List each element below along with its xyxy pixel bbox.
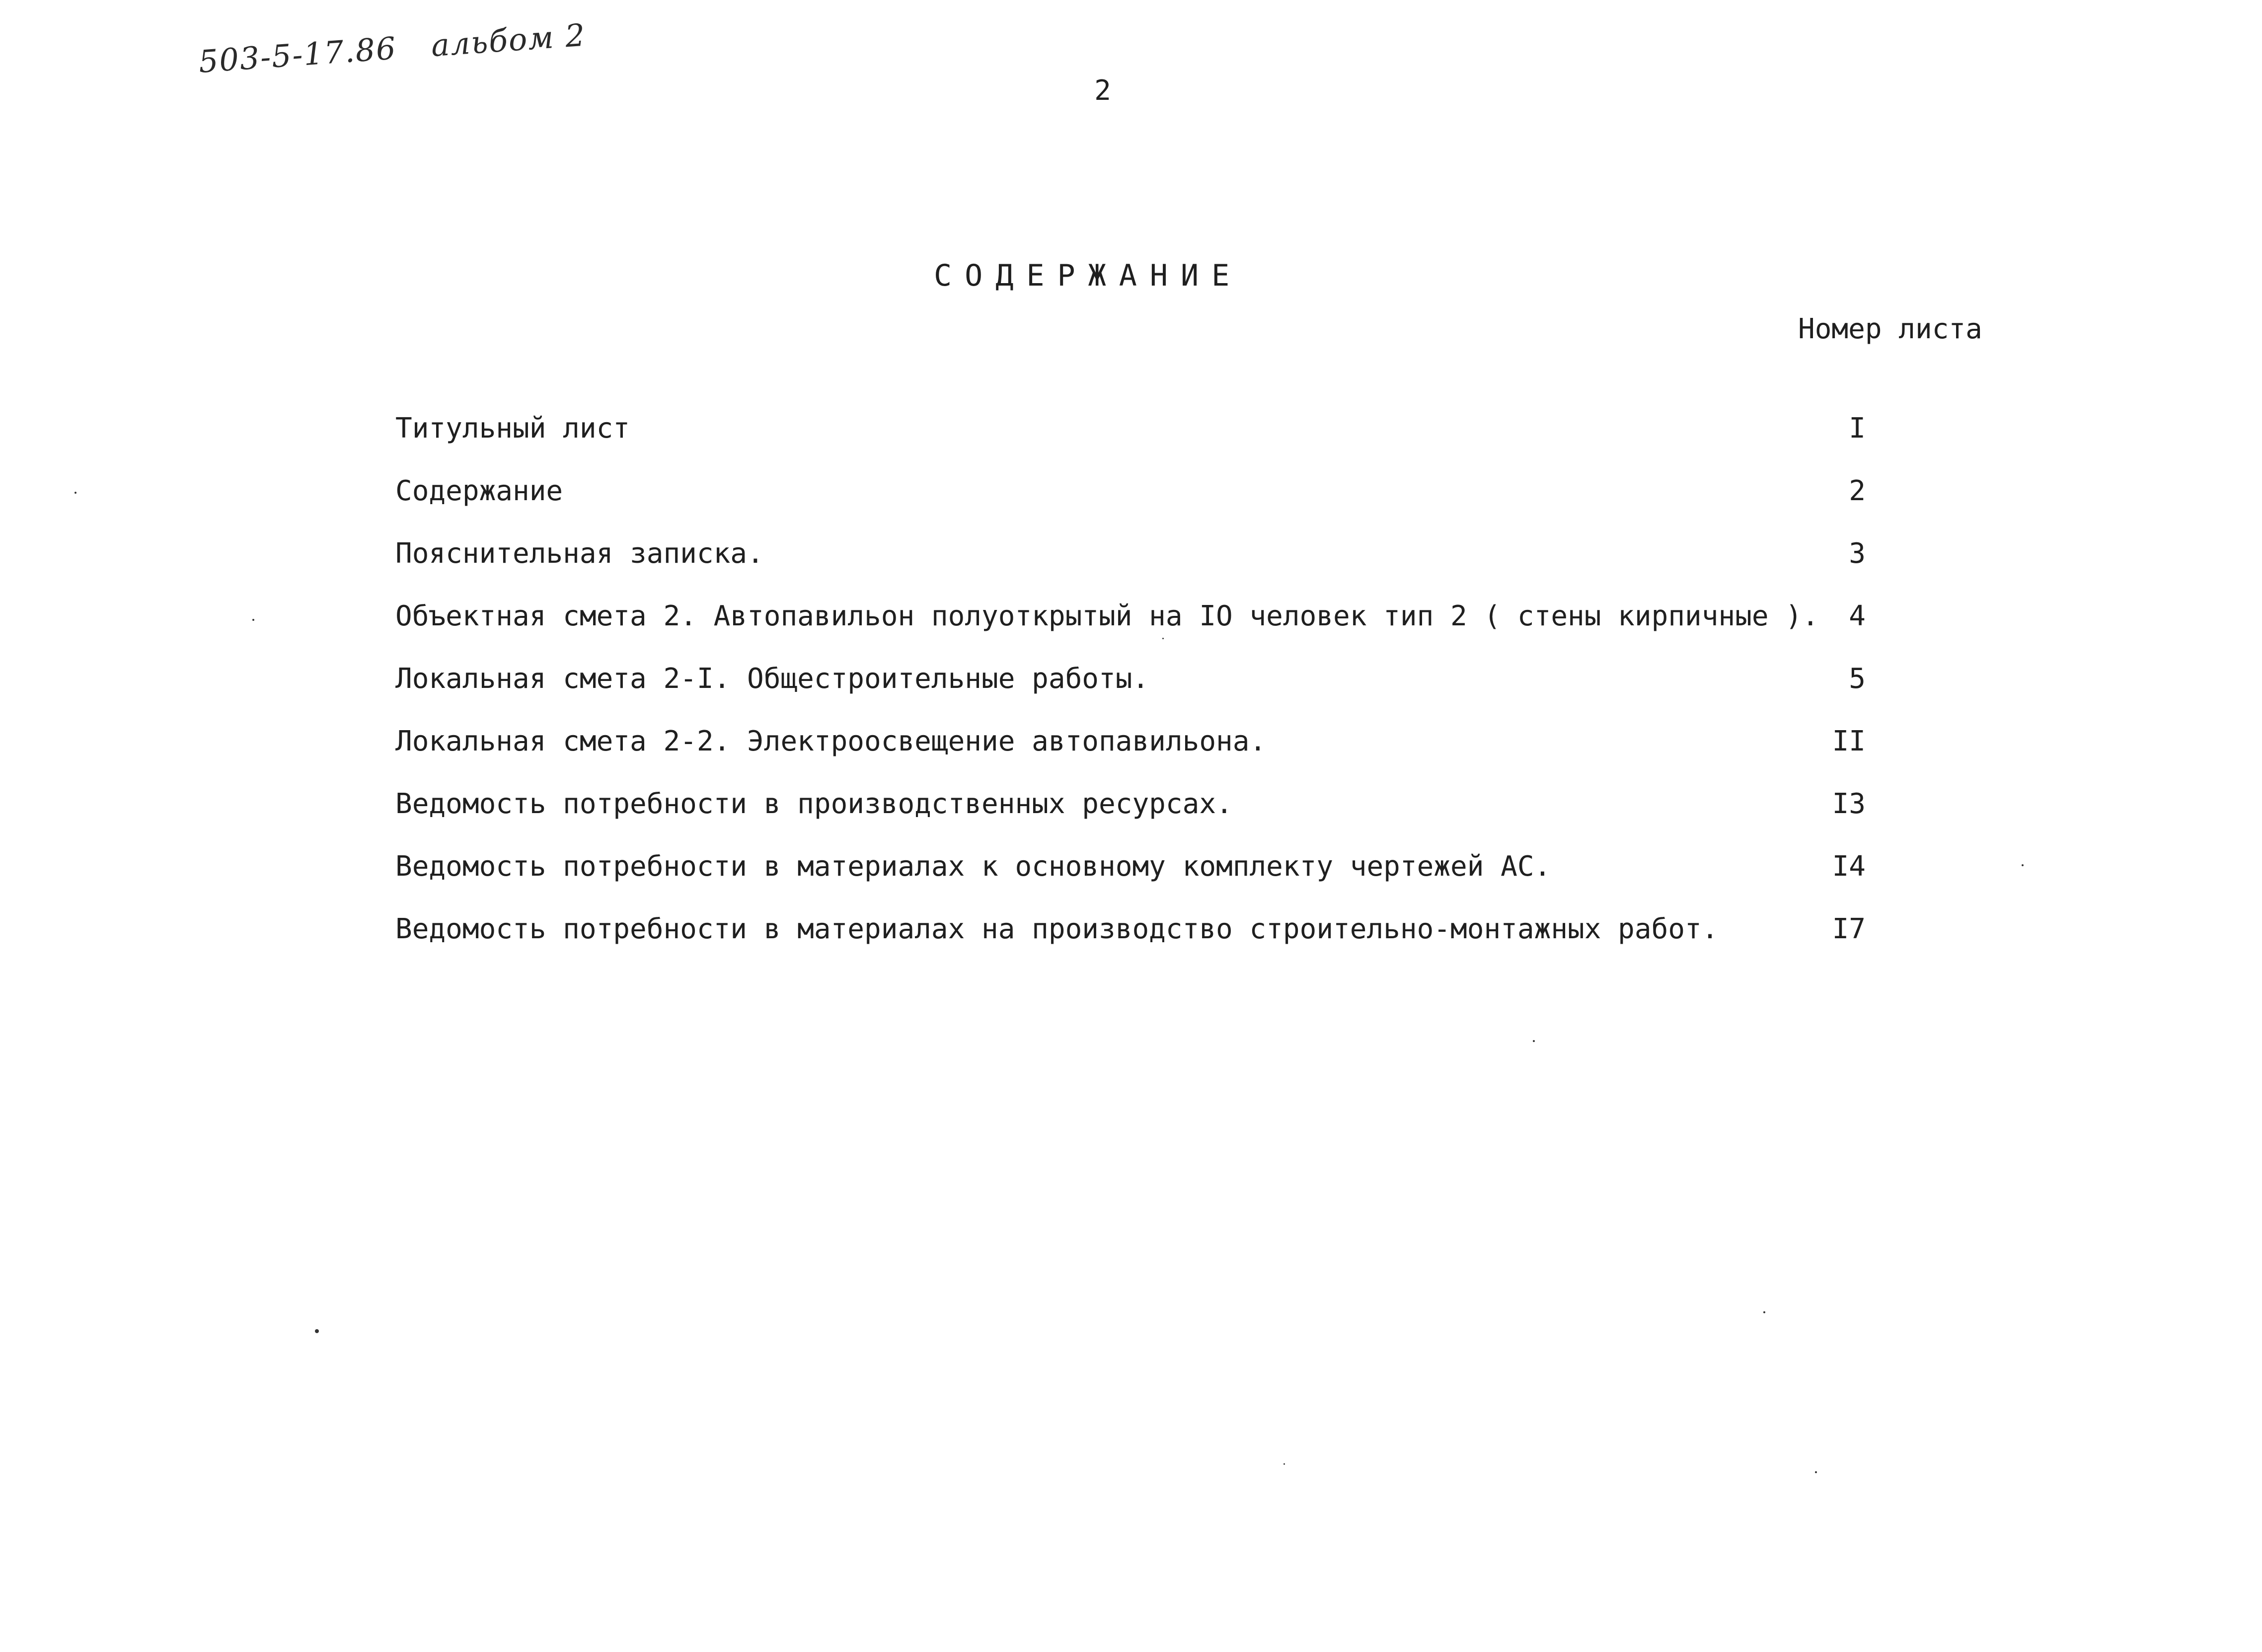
scan-speck <box>252 619 254 621</box>
toc-entry-text: Ведомость потребности в производственных ресурсах. <box>395 788 1233 820</box>
scan-speck <box>1533 1040 1535 1042</box>
toc-entry-sheet: I <box>1849 412 1866 445</box>
toc-entry-text: Ведомость потребности в материалах на производство строительно-монтажных работ. <box>395 913 1719 945</box>
toc-row <box>395 600 1885 663</box>
toc-entry-text: Пояснительная записка. <box>395 537 764 570</box>
toc-entry-sheet: 5 <box>1849 663 1866 695</box>
toc-entry-sheet: I3 <box>1832 788 1866 820</box>
toc-entry-text: Содержание <box>395 475 563 507</box>
scan-speck <box>1283 1463 1285 1465</box>
scan-speck <box>75 492 76 494</box>
toc-entry-text: Объектная смета 2. Автопавильон полуоткрытый на IO человек тип 2 ( стены кирпичные ). <box>395 600 1819 632</box>
toc-row <box>395 537 1885 600</box>
toc-entry-sheet: 4 <box>1849 600 1866 632</box>
table-of-contents <box>395 412 1885 976</box>
toc-row <box>395 663 1885 725</box>
toc-row <box>395 475 1885 537</box>
toc-row <box>395 913 1885 976</box>
toc-entry-sheet: I4 <box>1832 850 1866 883</box>
toc-entry-text: Ведомость потребности в материалах к основному комплекту чертежей АС. <box>395 850 1551 883</box>
handwritten-code: 503-5-17.86 <box>197 30 398 80</box>
toc-row <box>395 725 1885 788</box>
handwritten-album: альбом 2 <box>430 16 587 64</box>
toc-row <box>395 788 1885 850</box>
toc-row <box>395 850 1885 913</box>
scan-speck <box>1162 638 1164 639</box>
toc-entry-sheet: 3 <box>1849 537 1866 570</box>
toc-entry-text: Локальная смета 2-I. Общестроительные работы. <box>395 663 1149 695</box>
scan-speck <box>1763 1311 1765 1313</box>
sheet-column-header: Номер листа <box>1798 313 1982 345</box>
toc-entry-text: Титульный лист <box>395 412 630 445</box>
handwritten-annotation <box>197 17 587 80</box>
page-title: СОДЕРЖАНИЕ <box>934 258 1243 293</box>
page-number: 2 <box>1094 75 1111 107</box>
scan-speck <box>2022 864 2024 866</box>
toc-row <box>395 412 1885 475</box>
toc-entry-sheet: 2 <box>1849 475 1866 507</box>
toc-entry-sheet: II <box>1832 725 1866 757</box>
toc-entry-sheet: I7 <box>1832 913 1866 945</box>
scan-speck <box>1815 1471 1817 1473</box>
scan-speck <box>315 1329 319 1333</box>
toc-entry-text: Локальная смета 2-2. Электроосвещение автопавильона. <box>395 725 1267 757</box>
